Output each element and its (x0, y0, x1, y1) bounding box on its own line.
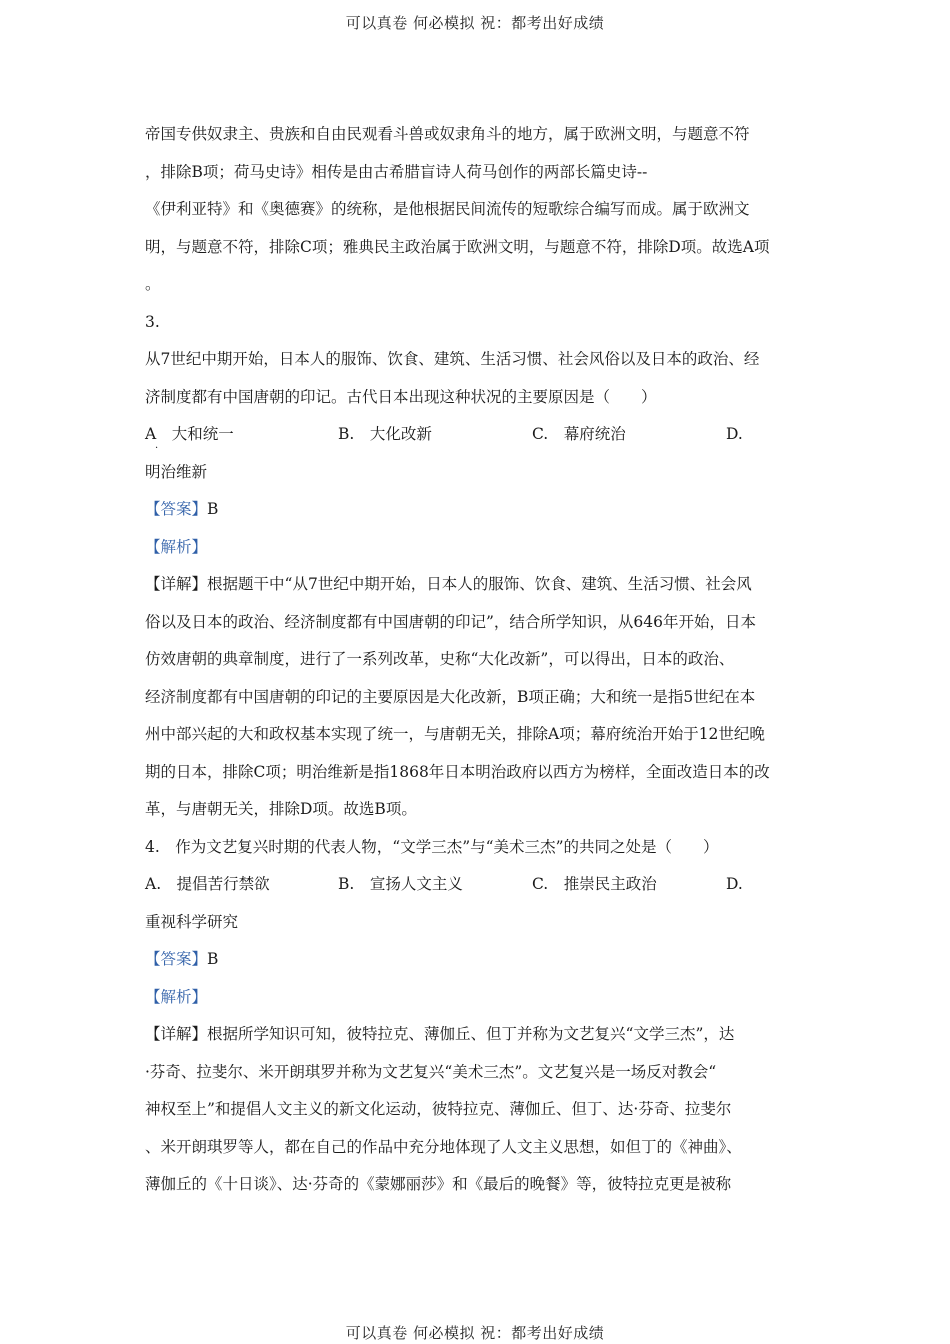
question-3-detail-line-2: 俗以及日本的政治、经济制度都有中国唐朝的印记”，结合所学知识，从646年开始，日本 (145, 612, 757, 631)
question-4-stem: 4. 作为文艺复兴时期的代表人物，“文学三杰”与“美术三杰”的共同之处是（ ） (145, 837, 719, 856)
prev-answer-line-1: 帝国专供奴隶主、贵族和自由民观看斗兽或奴隶角斗的地方，属于欧洲文明，与题意不符 (145, 125, 750, 143)
prev-answer-line-5: 。 (145, 275, 161, 293)
question-4-option-c: C. 推崇民主政治 (532, 875, 657, 893)
question-3-options (145, 420, 810, 458)
question-4-options (145, 870, 810, 908)
question-3-answer (145, 495, 810, 533)
question-3-option-b: B. 大化改新 (338, 425, 432, 443)
question-4-option-d: D. (726, 875, 743, 893)
detail-text: 根据题干中“从7世纪中期开始，日本人的服饰、饮食、建筑、生活习惯、社会风 (207, 575, 752, 593)
page-footer: 可以真卷 何必模拟 祝：都考出好成绩 (345, 1324, 605, 1342)
page-header: 可以真卷 何必模拟 祝：都考出好成绩 (345, 14, 605, 32)
question-4-detail-line-2: ·芬奇、拉斐尔、米开朗琪罗并称为文艺复兴“美术三杰”。文艺复兴是一场反对教会“ (145, 1062, 717, 1081)
question-3-detail-line-1 (145, 570, 810, 608)
question-3-detail-line-5: 州中部兴起的大和政权基本实现了统一，与唐朝无关，排除A项；幕府统治开始于12世纪晚 (145, 725, 765, 743)
answer-value: B (207, 500, 219, 518)
detail-tag: 【详解】 (145, 1025, 208, 1043)
answer-tag: 【答案】 (145, 500, 208, 518)
question-4-option-a: A. 提倡苦行禁欲 (145, 875, 270, 893)
answer-tag: 【答案】 (145, 950, 208, 968)
question-4-option-b: B. 宣扬人文主义 (338, 875, 463, 893)
question-3-number: 3. (145, 312, 160, 331)
question-4-detail-line-4: 、米开朗琪罗等人，都在自己的作品中充分地体现了人文主义思想，如但丁的《神曲》、 (145, 1137, 742, 1156)
question-4-analysis-tag: 【解析】 (145, 987, 208, 1006)
question-3-detail-line-3: 仿效唐朝的典章制度，进行了一系列改革，史称“大化改新”，可以得出，日本的政治、 (145, 650, 735, 668)
question-3-stem-line-2: 济制度都有中国唐朝的印记。古代日本出现这种状况的主要原因是（ ） (145, 387, 657, 406)
question-4-answer (145, 945, 810, 983)
question-4-detail-line-1 (145, 1020, 810, 1058)
prev-answer-line-3: 《伊利亚特》和《奥德赛》的统称，是他根据民间流传的短歌综合编写而成。属于欧洲文 (145, 200, 750, 218)
prev-answer-line-4: 明，与题意不符，排除C项；雅典民主政治属于欧洲文明，与题意不符，排除D项。故选A项 (145, 237, 770, 256)
document-body (145, 120, 810, 1208)
question-3-option-dot: · (155, 443, 159, 454)
detail-text: 根据所学知识可知，彼特拉克、薄伽丘、但丁并称为文艺复兴“文学三杰”，达 (207, 1025, 735, 1043)
question-3-option-d-text: 明治维新 (145, 462, 208, 481)
question-3-analysis-tag: 【解析】 (145, 537, 208, 556)
question-3-option-a: A 大和统一 (145, 425, 234, 443)
prev-answer-line-2: ，排除B项；荷马史诗》相传是由古希腊盲诗人荷马创作的两部长篇史诗-- (145, 162, 648, 181)
answer-value: B (207, 950, 219, 968)
question-3-option-d: D. (726, 425, 743, 443)
question-3-stem-line-1: 从7世纪中期开始，日本人的服饰、饮食、建筑、生活习惯、社会风俗以及日本的政治、经 (145, 350, 760, 368)
question-3-detail-line-7: 革，与唐朝无关，排除D项。故选B项。 (145, 800, 417, 818)
question-4-detail-line-5: 薄伽丘的《十日谈》、达·芬奇的《蒙娜丽莎》和《最后的晚餐》等，彼特拉克更是被称 (145, 1175, 732, 1193)
question-3-detail-line-6: 期的日本，排除C项；明治维新是指1868年日本明治政府以西方为榜样，全面改造日本的改 (145, 762, 770, 781)
detail-tag: 【详解】 (145, 575, 208, 593)
question-4-option-d-text: 重视科学研究 (145, 912, 239, 931)
question-3-option-c: C. 幕府统治 (532, 425, 626, 443)
question-4-detail-line-3: 神权至上”和提倡人文主义的新文化运动，彼特拉克、薄伽丘、但丁、达·芬奇、拉斐尔 (145, 1100, 732, 1118)
question-3-detail-line-4: 经济制度都有中国唐朝的印记的主要原因是大化改新，B项正确；大和统一是指5世纪在本 (145, 687, 756, 706)
